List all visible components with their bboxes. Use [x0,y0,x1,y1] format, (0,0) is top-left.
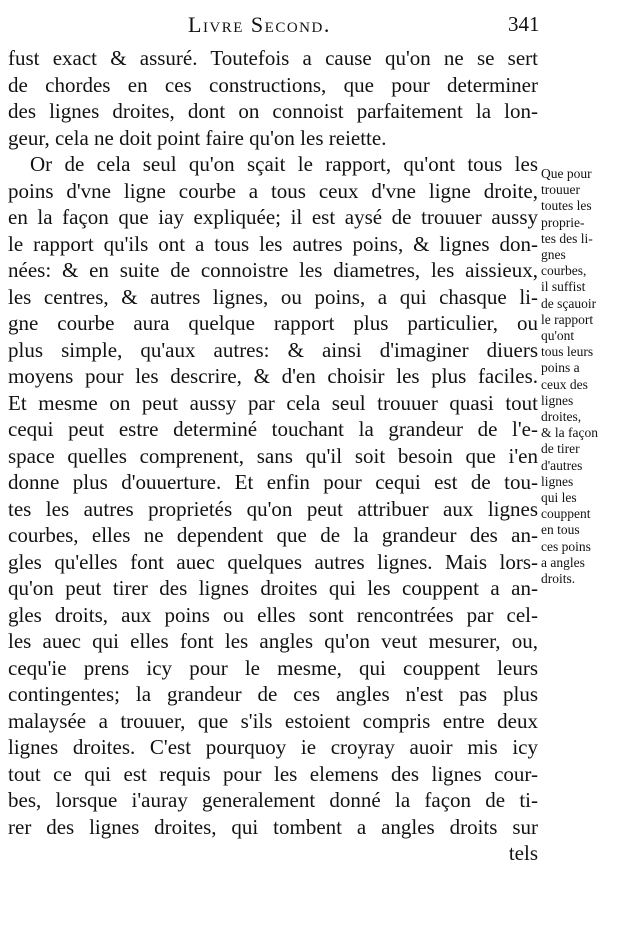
text-line: qu'on peut tirer des lignes droites qui les couppent a an- [8,576,538,600]
running-title: Livre Second. [188,12,331,37]
text-line: donne plus d'ouuerture. Et enfin pour cequi est de tou- [8,470,538,494]
page-number: 341 [508,12,540,36]
text-line: Et mesme on peut aussy par cela seul trouuer quasi tout [8,390,538,415]
text-line: gles droits, aux poins ou elles sont rencontrées par cel- [8,602,538,627]
paragraph-1 [8,45,538,151]
margin-note-line: ceux des [541,376,588,392]
margin-note-line: a angles [541,554,585,570]
text-line: nées: & en suite de connoistre les diametres, les aissieux, [8,258,538,282]
text-line: Or de cela seul qu'on sçait le rapport, qu'ont tous les [30,152,538,176]
margin-note-line: trouuer [541,182,580,198]
margin-note-line: le rapport [541,311,594,327]
text-line: lignes droites. C'est pourquoy ie croyray auoir mis icy [8,735,538,759]
text-line: malaysée a trouuer, que s'ils estoient compris entre deux [8,708,538,733]
margin-note-line: proprie- [541,214,585,230]
margin-note-line: poins a [541,360,580,376]
margin-note-line: tous leurs [541,344,594,360]
text-line: bes, lorsque i'auray generalement donné la façon de ti- [8,788,538,812]
text-line: en la façon que iay expliquée; il est aysé de trouuer aussy [8,205,538,229]
margin-note-line: qu'ont [541,328,575,344]
margin-note-line: & la façon [541,425,598,441]
margin-note-line: lignes [541,473,574,489]
paragraph-2 [8,151,538,840]
text-line: geur, cela ne doit point faire qu'on les reiette. [8,125,387,150]
margin-note-line: gnes [541,247,566,263]
margin-note-line: en tous [541,522,580,538]
text-line: contingentes; la grandeur de ces angles n'est pas plus [8,682,538,706]
text-line: poins d'vne ligne courbe a tous ceux d'vne ligne droite, [8,178,538,203]
text-line: le rapport qu'ils ont a tous les autres poins, & lignes don- [8,231,538,256]
margin-note-line: il suffist [541,279,586,295]
margin-note-line: droites, [541,409,582,425]
margin-note-line: de tirer [541,441,580,457]
margin-note-line: lignes [541,392,574,408]
text-line: tout ce qui est requis pour les elemens des lignes cour- [8,761,538,786]
text-line: courbes, elles ne dependent que de la grandeur des an- [8,523,538,547]
margin-note-line: courbes, [541,263,587,279]
margin-note-line: couppent [541,506,591,522]
catchword: tels [508,841,538,865]
text-line: de chordes en ces constructions, que pour determiner [8,72,538,97]
margin-note-line: de sçauoir [541,295,597,311]
text-line: fust exact & assuré. Toutefois a cause qu'on ne se sert [8,46,538,70]
margin-note-line: droits. [541,571,576,587]
running-head [0,12,624,40]
text-line: moyens pour les descrire, & d'en choisir les plus faciles. [8,364,538,388]
text-line: les centres, & autres lignes, ou poins, a qui chasque li- [8,284,538,309]
margin-note-line: toutes les [541,198,592,214]
text-line: rer des lignes droites, qui tombent a angles droits sur [8,814,538,839]
text-line: des lignes droites, dont on connoist parfaitement la lon- [8,99,538,123]
text-line: gne courbe aura quelque rapport plus particulier, ou [8,311,538,335]
margin-note [541,166,621,587]
margin-note-line: Que pour [541,166,592,181]
text-line: tes les autres proprietés qu'on peut attribuer aux lignes [8,496,538,521]
text-line: les auec qui elles font les angles qu'on veut mesurer, ou, [8,629,538,653]
text-line: gles qu'elles font auec quelques autres lignes. Mais lors- [8,549,538,574]
margin-note-line: d'autres [541,457,583,473]
body-text [8,45,538,867]
margin-note-line: ces poins [541,538,591,554]
text-line: space quelles comprenent, sans qu'il soit besoin que i'en [8,443,538,468]
text-line: cequi peut estre determiné touchant la grandeur de l'e- [8,417,538,441]
margin-note-line: tes des li- [541,230,593,246]
text-line: plus simple, qu'aux autres: & ainsi d'imaginer diuers [8,337,538,362]
text-line: cequ'ie prens icy pour le mesme, qui couppent leurs [8,655,538,680]
margin-note-line: qui les [541,490,577,506]
